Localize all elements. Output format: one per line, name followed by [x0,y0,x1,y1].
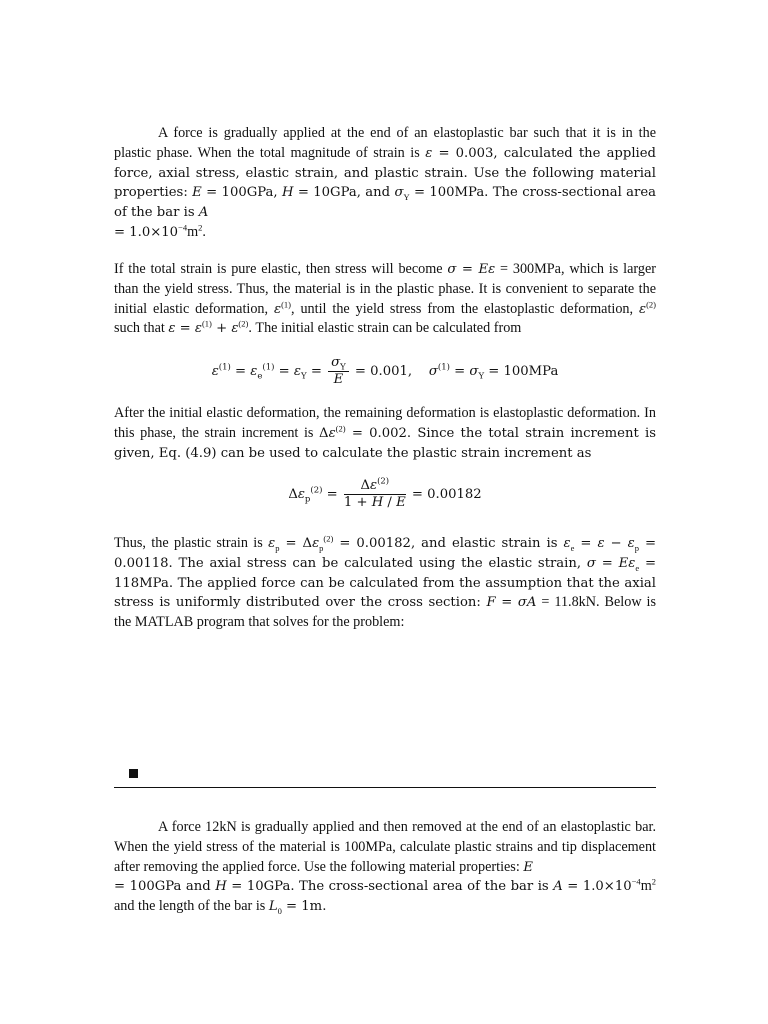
end-of-example-marker [129,769,138,778]
equation-plastic-strain-increment: $\Delta\varepsilon_p^{(2)}$ = $\frac{\Delta\varepsilon^{(2)}}{1 + H / E}$ = 0.00182 [288,476,482,510]
solution-paragraph: After the initial elastic deformation, the remaining deformation is elastoplastic deformation. In this phase, the strain increment is $\Delta\varepsilon^{(2)} = 0.002$. Since the total strain increment is given, Eq. (4.9) can be used to calculate the plastic strain increment as [114,405,656,461]
fraction: $\frac{\sigma_Y}{E}$ [328,355,349,388]
problem-statement: A force is gradually applied at the end of an elastoplastic bar such that it is in the plastic phase. When the total magnitude of strain is ε = 0.003, calculated the applied force, axial stress, elastic strain, and plastic strain. Use the following material properties: E = 100GPa, H = 10GPa, and $\sigma_Y = 100MPa$. The cross-sectional area of the bar is A = $1.0\times 10^{-4}m^2$. [114,125,656,240]
solution-paragraph: Thus, the plastic strain is $\varepsilon_p = \Delta\varepsilon_p^{(2)} = 0.00182$, and elastic strain is $\varepsilon_e = \varepsilon - \varepsilon_p = 0.00118$. The axial stress can be calculated using the elastic strain, $\sigma = E\varepsilon_e = 118MPa$. The applied force can be calculated from the assumption that the axial stress is uniformly distributed over the cross section: F = σA = 11.8kN. Below is the MATLAB program that solves for the problem: [114,533,657,631]
solution-paragraph: If the total strain is pure elastic, then stress will become σ = Eε = 300MPa, which is larger than the yield stress. Thus, the material is in the plastic phase. It is convenient to separate the initial elastic deformation, $\varepsilon^{(1)}$, until the yield stress from the elastoplastic deformation, $\varepsilon^{(2)}$ such that $\varepsilon = \varepsilon^{(1)} + \varepsilon^{(2)}$. The initial elastic strain can be calculated from [114,261,656,337]
fraction: $\frac{\Delta\varepsilon^{(2)}}{1 + H / E}$ [343,476,406,510]
equation-initial-elastic-strain: $\varepsilon^{(1)} = \varepsilon_e^{(1)} = \varepsilon_Y$ = $\frac{\sigma_Y}{E}$ = 0.001, $\sigma^{(1)} = \sigma_Y = 100MPa$ [211,355,559,387]
problem-statement: A force 12kN is gradually applied and then removed at the end of an elastoplastic bar. When the yield stress of the material is 100MPa, calculate plastic strains and tip displacement after removing the applied force. Use the following material properties: E = 100GPa and H = 10GPa. The cross-sectional area of the bar is $A = 1.0\times 10^{-4}m^2$ and the length of the bar is $L_0 = 1m$. [114,819,656,917]
section-divider [114,787,656,788]
